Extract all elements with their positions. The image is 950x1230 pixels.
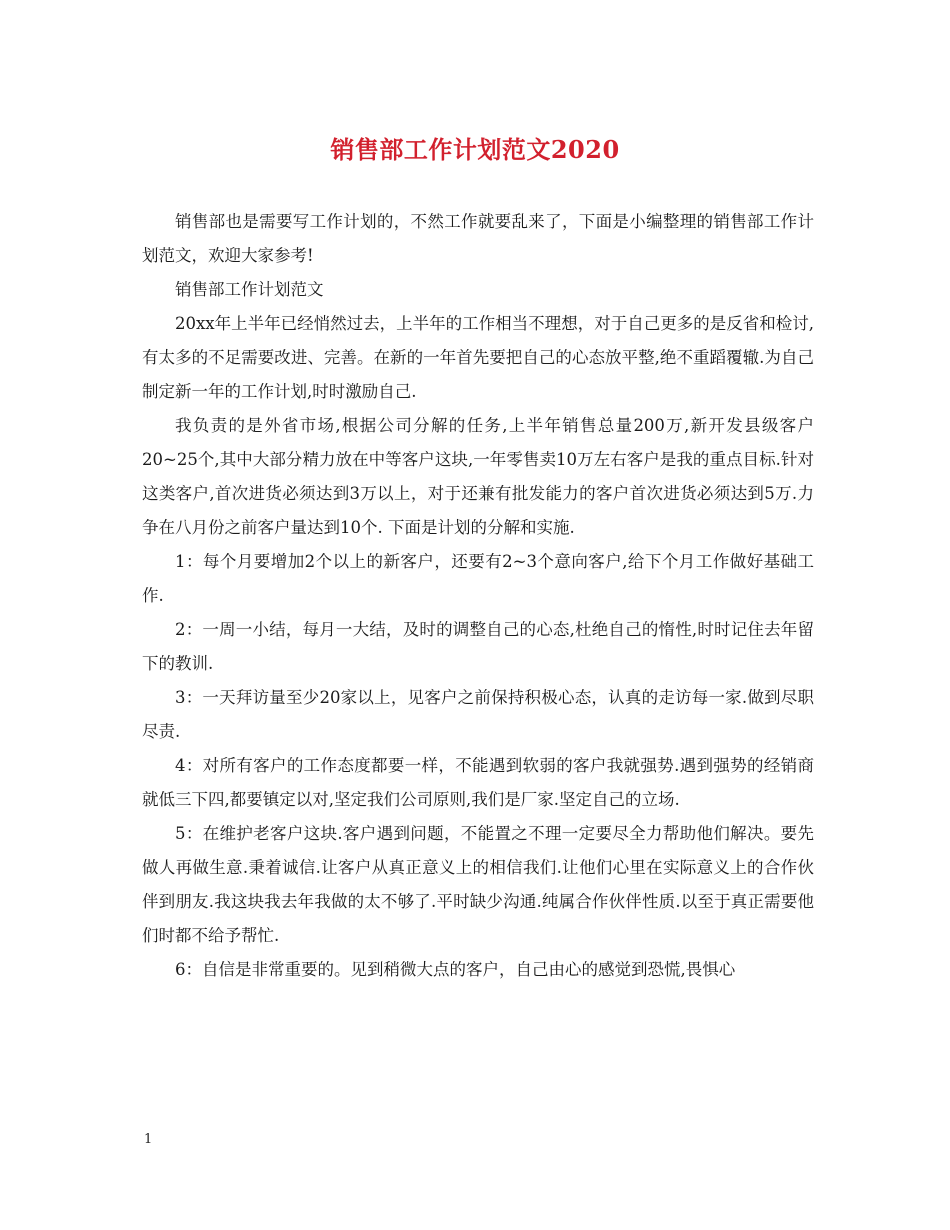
paragraph: 销售部工作计划范文 [175,280,324,299]
paragraph: 3：一天拜访量至少20家以上，见客户之前保持积极心态，认真的走访每一家.做到尽职尽责. [142,688,814,741]
paragraph: 20xx年上半年已经悄然过去，上半年的工作相当不理想，对于自己更多的是反省和检讨,有太多的不足需要改进、完善。在新的一年首先要把自己的心态放平整,绝不重蹈覆辙.为自己制定新一年的工作计划,时时激励自己. [142,314,814,401]
document-body [142,205,814,987]
paragraph: 1：每个月要增加2个以上的新客户，还要有2~3个意向客户,给下个月工作做好基础工作. [142,552,814,605]
paragraph: 6：自信是非常重要的。见到稍微大点的客户，自己由心的感觉到恐慌,畏惧心 [175,960,736,979]
paragraph: 5：在维护老客户这块.客户遇到问题，不能置之不理一定要尽全力帮助他们解决。要先做人再做生意.秉着诚信.让客户从真正意义上的相信我们.让他们心里在实际意义上的合作伙伴到朋友.我这块我去年我做的太不够了.平时缺少沟通.纯属合作伙伴性质.以至于真正需要他们时都不给予帮忙. [142,824,814,945]
paragraph: 我负责的是外省市场,根据公司分解的任务,上半年销售总量200万,新开发县级客户20~25个,其中大部分精力放在中等客户这块,一年零售卖10万左右客户是我的重点目标.针对这类客户,首次进货必须达到3万以上，对于还兼有批发能力的客户首次进货必须达到5万.力争在八月份之前客户量达到10个. 下面是计划的分解和实施. [142,416,814,537]
paragraph: 4：对所有客户的工作态度都要一样，不能遇到软弱的客户我就强势.遇到强势的经销商就低三下四,都要镇定以对,坚定我们公司原则,我们是厂家.坚定自己的立场. [142,756,814,809]
page-number: 1 [144,1132,153,1147]
paragraph: 2：一周一小结，每月一大结，及时的调整自己的心态,杜绝自己的惰性,时时记住去年留下的教训. [142,620,814,673]
paragraph: 销售部也是需要写工作计划的，不然工作就要乱来了，下面是小编整理的销售部工作计划范文，欢迎大家参考! [142,212,814,265]
document-title: 销售部工作计划范文2020 [330,135,620,164]
